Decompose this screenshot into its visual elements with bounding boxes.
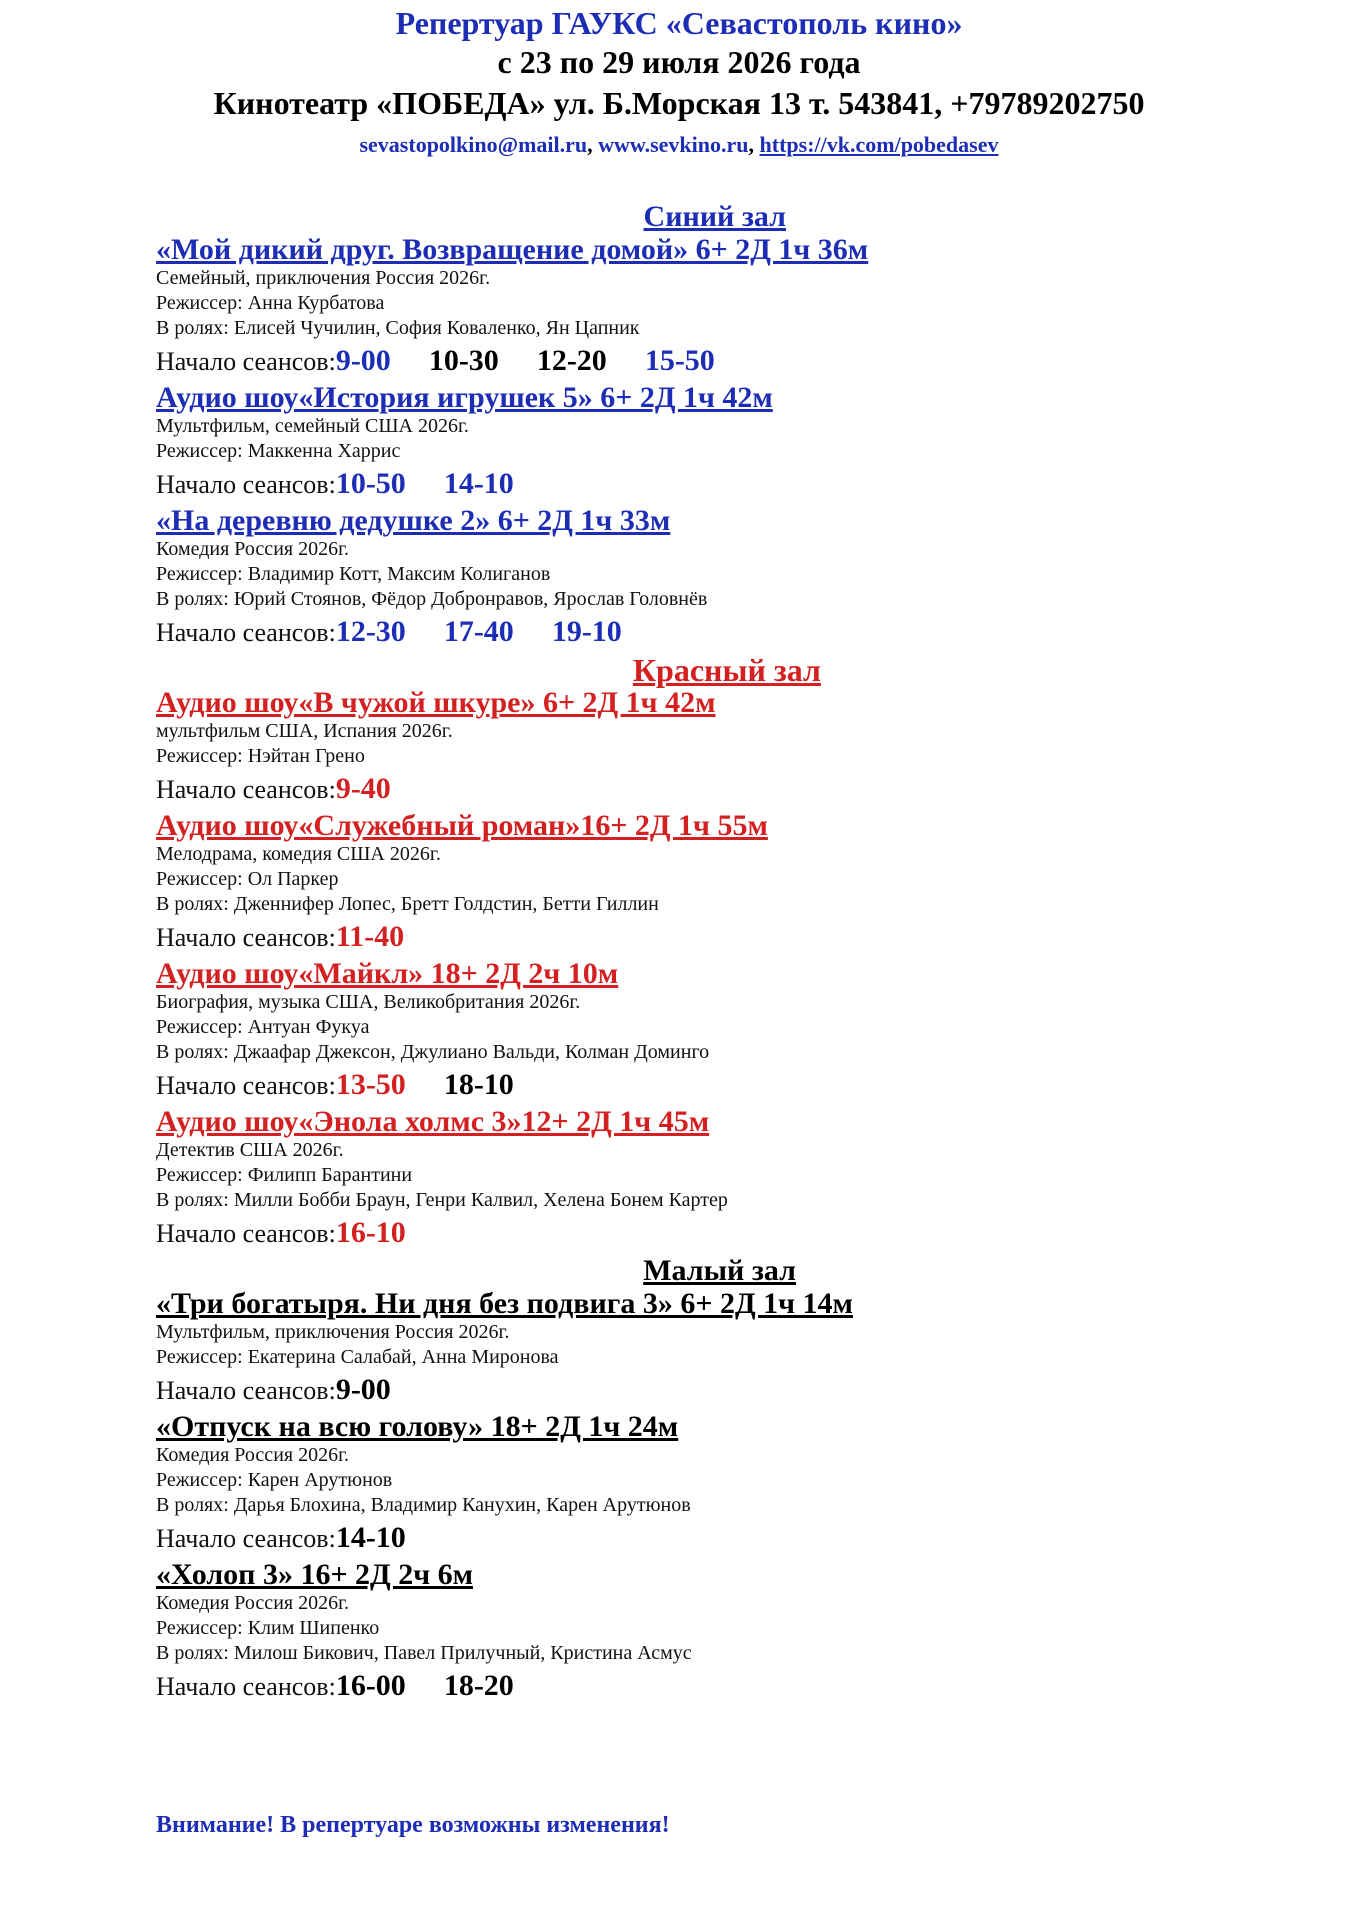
sessions-label: Начало сеансов: xyxy=(156,618,336,647)
movie-entry xyxy=(156,687,1256,806)
movie-director: Режиссер: Клим Шипенко xyxy=(156,1617,380,1639)
site-link[interactable]: www.sevkino.ru xyxy=(598,132,749,157)
session-time: 10-50 xyxy=(335,467,406,500)
session-time: 12-30 xyxy=(335,615,406,648)
movie-director: Режиссер: Анна Курбатова xyxy=(156,292,385,314)
hall-title: Синий зал xyxy=(643,200,786,233)
cinema-address: Кинотеатр «ПОБЕДА» ул. Б.Морская 13 т. 543841, +79789202750 xyxy=(213,85,1145,121)
sessions-row xyxy=(156,773,1256,806)
movie-title: Аудио шоу«В чужой шкуре» 6+ 2Д 1ч 42м xyxy=(156,686,716,719)
movie-title: Аудио шоу«Служебный роман»16+ 2Д 1ч 55м xyxy=(156,809,768,842)
session-time: 11-40 xyxy=(335,920,405,953)
movie-title: «Холоп 3» 16+ 2Д 2ч 6м xyxy=(156,1558,474,1591)
movie-genre: Мультфильм, семейный США 2026г. xyxy=(156,415,469,437)
page-title: Репертуар ГАУКС «Севастополь кино» xyxy=(395,5,963,41)
movie-director: Режиссер: Филипп Барантини xyxy=(156,1164,413,1186)
sessions-label: Начало сеансов: xyxy=(156,470,336,499)
movie-entry xyxy=(156,1288,1256,1407)
movie-genre: Мультфильм, приключения Россия 2026г. xyxy=(156,1321,510,1343)
session-time: 16-10 xyxy=(335,1216,406,1249)
sessions-label: Начало сеансов: xyxy=(156,1376,336,1405)
movie-cast: В ролях: Милош Бикович, Павел Прилучный, Кристина Асмус xyxy=(156,1642,692,1664)
date-range: с 23 по 29 июля 2026 года xyxy=(497,44,861,80)
movie-genre: Детектив США 2026г. xyxy=(156,1139,344,1161)
movie-title: «Мой дикий друг. Возвращение домой» 6+ 2Д 1ч 36м xyxy=(156,233,869,266)
session-time: 14-10 xyxy=(335,1521,406,1554)
sessions-row xyxy=(156,921,1256,954)
session-time: 13-50 xyxy=(335,1068,406,1101)
email-link[interactable]: sevastopolkino@mail.ru xyxy=(359,132,588,157)
hall-title: Малый зал xyxy=(643,1254,796,1287)
session-time: 9-40 xyxy=(335,772,391,805)
schedule xyxy=(156,200,1256,1707)
sessions-row xyxy=(156,1670,1256,1703)
movie-director: Режиссер: Маккенна Харрис xyxy=(156,440,401,462)
notice: Внимание! В репертуаре возможны изменения! xyxy=(156,1812,670,1838)
sessions-row xyxy=(156,1522,1256,1555)
sessions-label: Начало сеансов: xyxy=(156,1524,336,1553)
movie-title: «Три богатыря. Ни дня без подвига 3» 6+ 2Д 1ч 14м xyxy=(156,1287,853,1320)
movie-genre: Комедия Россия 2026г. xyxy=(156,1444,350,1466)
movie-director: Режиссер: Владимир Котт, Максим Колиганов xyxy=(156,563,551,585)
movie-entry xyxy=(156,1106,1256,1250)
hall-title: Красный зал xyxy=(632,652,821,688)
movie-title: Аудио шоу«История игрушек 5» 6+ 2Д 1ч 42м xyxy=(156,381,773,414)
sessions-label: Начало сеансов: xyxy=(156,347,336,376)
movie-director: Режиссер: Нэйтан Грено xyxy=(156,745,365,767)
hall-section-hall-red xyxy=(156,653,1256,1250)
movie-cast: В ролях: Джаафар Джексон, Джулиано Вальди, Колман Доминго xyxy=(156,1041,710,1063)
session-time: 15-50 xyxy=(644,344,715,377)
movie-entry xyxy=(156,505,1256,649)
hall-section-hall-blue xyxy=(156,200,1256,649)
sessions-label: Начало сеансов: xyxy=(156,1672,336,1701)
movie-cast: В ролях: Дженнифер Лопес, Бретт Голдстин, Бетти Гиллин xyxy=(156,893,659,915)
sessions-row xyxy=(156,1217,1256,1250)
movie-title: Аудио шоу«Энола холмс 3»12+ 2Д 1ч 45м xyxy=(156,1105,710,1138)
session-time: 18-20 xyxy=(443,1669,514,1702)
contact-links xyxy=(0,130,1358,160)
sessions-label: Начало сеансов: xyxy=(156,1071,336,1100)
movie-genre: мультфильм США, Испания 2026г. xyxy=(156,720,453,742)
movie-cast: В ролях: Елисей Чучилин, София Коваленко, Ян Цапник xyxy=(156,317,640,339)
vk-link[interactable]: https://vk.com/pobedasev xyxy=(759,132,999,157)
session-time: 18-10 xyxy=(443,1068,514,1101)
movie-entry xyxy=(156,1559,1256,1703)
movie-director: Режиссер: Антуан Фукуа xyxy=(156,1016,370,1038)
movie-cast: В ролях: Юрий Стоянов, Фёдор Добронравов, Ярослав Головнёв xyxy=(156,588,708,610)
movie-entry xyxy=(156,382,1256,501)
movie-genre: Комедия Россия 2026г. xyxy=(156,1592,350,1614)
sessions-label: Начало сеансов: xyxy=(156,775,336,804)
movie-director: Режиссер: Екатерина Салабай, Анна Миронова xyxy=(156,1346,559,1368)
session-time: 16-00 xyxy=(335,1669,406,1702)
sessions-row xyxy=(156,616,1256,649)
links-separator: , xyxy=(587,132,593,157)
movie-genre: Биография, музыка США, Великобритания 2026г. xyxy=(156,991,581,1013)
sessions-row xyxy=(156,468,1256,501)
session-time: 19-10 xyxy=(551,615,622,648)
movie-entry xyxy=(156,1411,1256,1555)
sessions-label: Начало сеансов: xyxy=(156,1219,336,1248)
movie-title: «На деревню дедушке 2» 6+ 2Д 1ч 33м xyxy=(156,504,671,537)
movie-cast: В ролях: Милли Бобби Браун, Генри Калвил, Хелена Бонем Картер xyxy=(156,1189,728,1211)
movie-title: «Отпуск на всю голову» 18+ 2Д 1ч 24м xyxy=(156,1410,679,1443)
links-separator: , xyxy=(748,132,755,157)
session-time: 17-40 xyxy=(443,615,514,648)
movie-director: Режиссер: Карен Арутюнов xyxy=(156,1469,393,1491)
movie-entry xyxy=(156,810,1256,954)
sessions-row xyxy=(156,1374,1256,1407)
movie-director: Режиссер: Ол Паркер xyxy=(156,868,339,890)
movie-genre: Комедия Россия 2026г. xyxy=(156,538,350,560)
movie-entry xyxy=(156,234,1256,378)
movie-genre: Семейный, приключения Россия 2026г. xyxy=(156,267,491,289)
movie-title: Аудио шоу«Майкл» 18+ 2Д 2ч 10м xyxy=(156,957,619,990)
hall-section-hall-small xyxy=(156,1254,1256,1703)
sessions-label: Начало сеансов: xyxy=(156,923,336,952)
movie-cast: В ролях: Дарья Блохина, Владимир Канухин, Карен Арутюнов xyxy=(156,1494,691,1516)
session-time: 12-20 xyxy=(536,344,607,377)
sessions-row xyxy=(156,345,1256,378)
sessions-row xyxy=(156,1069,1256,1102)
session-time: 9-00 xyxy=(335,344,391,377)
session-time: 10-30 xyxy=(428,344,499,377)
movie-entry xyxy=(156,958,1256,1102)
header xyxy=(0,6,1358,160)
movie-genre: Мелодрама, комедия США 2026г. xyxy=(156,843,441,865)
session-time: 14-10 xyxy=(443,467,514,500)
session-time: 9-00 xyxy=(335,1373,391,1406)
